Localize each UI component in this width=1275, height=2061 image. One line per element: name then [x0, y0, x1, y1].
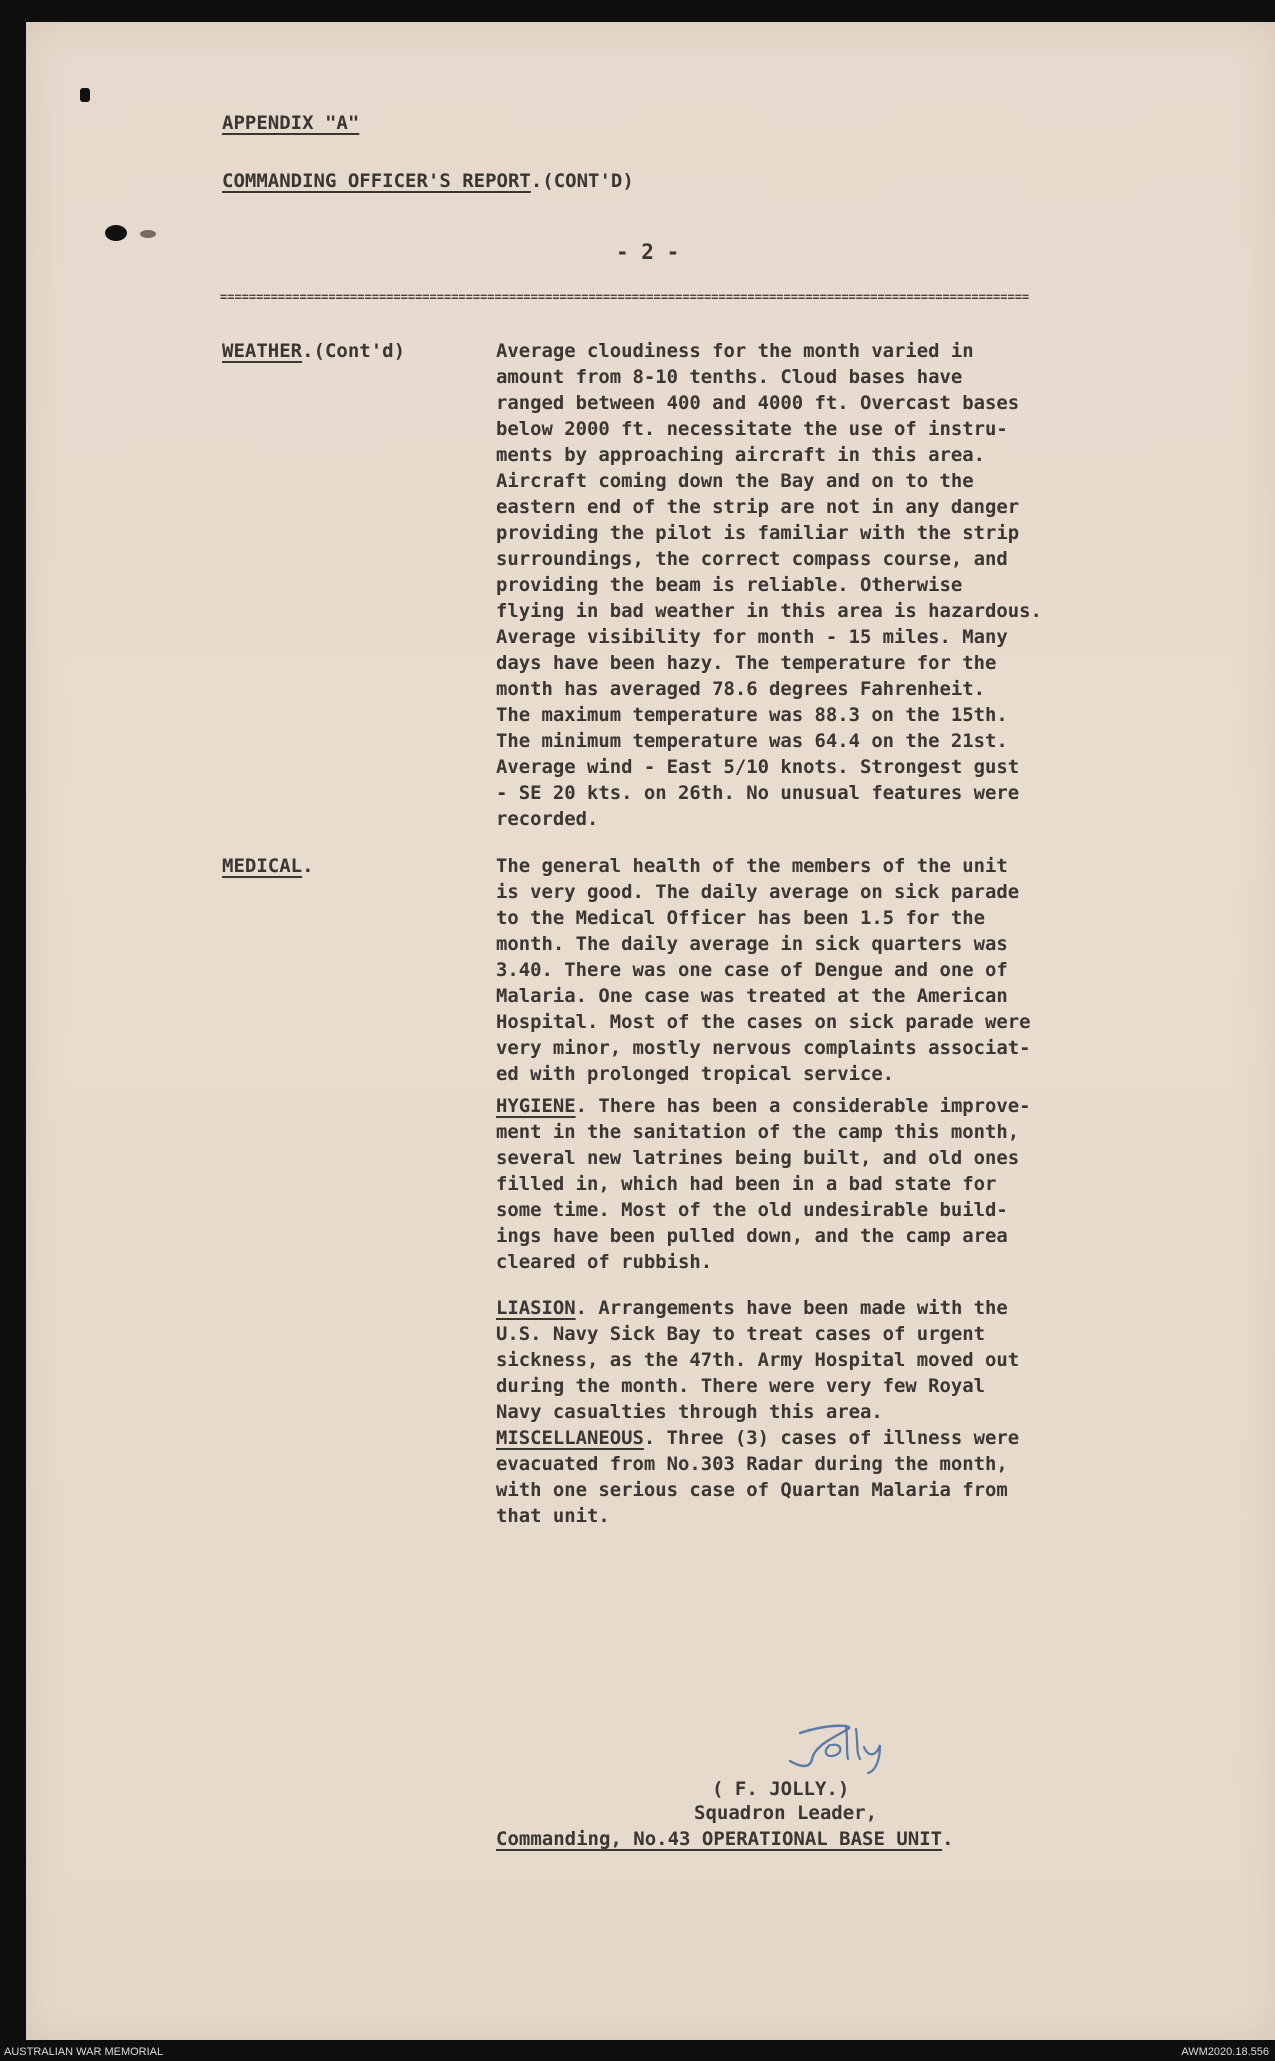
liasion-subheading: LIASION [496, 1297, 576, 1319]
signatory-unit [496, 1828, 954, 1850]
separator-rule: ================================================================================================================ [220, 290, 1030, 304]
liasion-paragraph [496, 1295, 1275, 1425]
weather-heading [222, 340, 405, 362]
miscellaneous-rest: evacuated from No.303 Radar during the month, with one serious case of Quartan Malaria from that unit. [496, 1453, 1008, 1527]
signatory-unit-label: Commanding, No.43 OPERATIONAL BASE UNIT [496, 1828, 943, 1850]
signatory-name: ( F. JOLLY.) [712, 1778, 850, 1800]
signatory-unit-suffix: . [942, 1828, 954, 1850]
report-title [222, 170, 634, 192]
medical-heading [222, 855, 314, 877]
miscellaneous-first-line: . Three (3) cases of illness were [643, 1427, 1020, 1449]
liasion-rest: U.S. Navy Sick Bay to treat cases of urgent sickness, as the 47th. Army Hospital moved out during the month. There were very few Royal Navy casualties through this area. [496, 1323, 1020, 1423]
weather-heading-suffix: .(Cont'd) [302, 340, 406, 362]
medical-heading-label: MEDICAL [222, 855, 303, 877]
liasion-first-line: . Arrangements have been made with the [575, 1297, 1008, 1319]
signatory-rank: Squadron Leader, [694, 1802, 878, 1824]
hygiene-paragraph [496, 1093, 1275, 1275]
handwritten-signature [760, 1715, 920, 1775]
weather-paragraph: Average cloudiness for the month varied in amount from 8-10 tenths. Cloud bases have ranged between 400 and 4000 ft. Overcast bases below 2000 ft. necessitate the use of instru- ments by approaching aircraft in this area. Aircraft coming down the Bay and on to the eastern end of the strip are not in any danger providing the pilot is familiar with the strip surroundings, the correct compass course, and providing the beam is reliable. Otherwise flying in bad weather in this area is hazardous. Average visibility for month - 15 miles. Many days have been hazy. The temperature for the month has averaged 78.6 degrees Fahrenheit. The maximum temperature was 88.3 on the 15th. The minimum temperature was 64.4 on the 21st. Average wind - East 5/10 knots. Strongest gust - SE 20 kts. on 26th. No unusual features were recorded. [496, 340, 1042, 830]
miscellaneous-subheading: MISCELLANEOUS [496, 1427, 644, 1449]
hygiene-subheading: HYGIENE [496, 1095, 576, 1117]
archive-credit: AUSTRALIAN WAR MEMORIAL [4, 2046, 164, 2058]
punch-hole [80, 88, 90, 102]
miscellaneous-paragraph [496, 1425, 1275, 1529]
report-title-main: COMMANDING OFFICER'S REPORT [222, 170, 531, 192]
appendix-heading: APPENDIX "A" [222, 112, 360, 134]
punch-hole [140, 230, 156, 238]
weather-heading-label: WEATHER [222, 340, 303, 362]
medical-heading-suffix: . [302, 855, 314, 877]
punch-hole [105, 225, 127, 241]
hygiene-rest: ment in the sanitation of the camp this month, several new latrines being built, and old ones filled in, which had been in a bad state for some time. Most of the old undesirable build- ings have been pulled down, and the camp area cleared of rubbish. [496, 1121, 1020, 1273]
hygiene-first-line: . There has been a considerable improve- [575, 1095, 1031, 1117]
report-title-suffix: .(CONT'D) [530, 170, 634, 192]
page-number: - 2 - [616, 240, 680, 264]
archive-reference: AWM2020.18.556 [1181, 2046, 1269, 2058]
medical-paragraph: The general health of the members of the unit is very good. The daily average on sick parade to the Medical Officer has been 1.5 for the month. The daily average in sick quarters was 3.40. There was one case of Dengue and one of Malaria. One case was treated at the American Hospital. Most of the cases on sick parade were very minor, mostly nervous complaints associat- ed with prolonged tropical service. [496, 855, 1031, 1085]
